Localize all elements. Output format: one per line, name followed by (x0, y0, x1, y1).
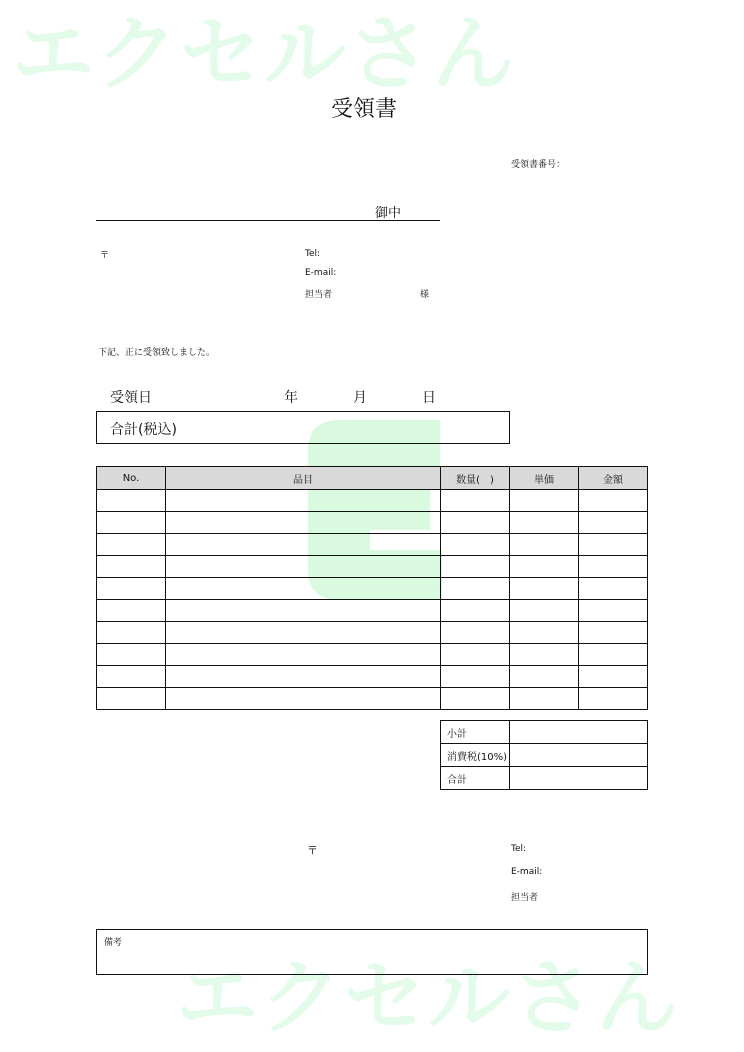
issuer-email-label: E-mail: (511, 867, 543, 877)
cell-amount[interactable] (579, 490, 648, 512)
header-item: 品目 (166, 467, 441, 490)
total-tax-included-label: 合計(税込) (110, 422, 177, 438)
cell-quantity[interactable] (441, 490, 510, 512)
cell-item[interactable] (166, 490, 441, 512)
cell-item[interactable] (166, 556, 441, 578)
summary-row-subtotal (441, 721, 648, 744)
cell-no[interactable] (97, 600, 166, 622)
cell-amount[interactable] (579, 600, 648, 622)
tax-label: 消費税(10%) (441, 744, 510, 767)
cell-quantity[interactable] (441, 622, 510, 644)
cell-item[interactable] (166, 622, 441, 644)
summary-row-total (441, 767, 648, 790)
cell-unit-price[interactable] (510, 512, 579, 534)
header-no: No. (97, 467, 166, 490)
subtotal-label: 小計 (441, 721, 510, 744)
remarks-label: 備考 (104, 938, 123, 948)
received-date-year: 年 (284, 390, 298, 406)
table-row (97, 512, 648, 534)
cell-item[interactable] (166, 600, 441, 622)
cell-item[interactable] (166, 578, 441, 600)
cell-no[interactable] (97, 556, 166, 578)
header-unit-price: 単価 (510, 467, 579, 490)
cell-item[interactable] (166, 534, 441, 556)
document-number-label: 受領書番号： (511, 160, 566, 170)
cell-no[interactable] (97, 534, 166, 556)
cell-quantity[interactable] (441, 688, 510, 710)
table-row (97, 644, 648, 666)
header-amount: 金額 (579, 467, 648, 490)
issuer-postal-mark: 〒 (307, 844, 318, 857)
cell-amount[interactable] (579, 512, 648, 534)
recipient-contact-label: 担当者 (305, 290, 333, 300)
table-row (97, 534, 648, 556)
table-row (97, 490, 648, 512)
cell-item[interactable] (166, 512, 441, 534)
received-date-month: 月 (353, 390, 367, 406)
cell-quantity[interactable] (441, 556, 510, 578)
cell-amount[interactable] (579, 578, 648, 600)
document-title: 受領書 (331, 97, 398, 122)
subtotal-value[interactable] (510, 721, 648, 744)
total-tax-included-box[interactable] (96, 411, 510, 444)
table-row (97, 556, 648, 578)
remarks-box[interactable] (96, 929, 648, 975)
cell-unit-price[interactable] (510, 600, 579, 622)
recipient-tel-label: Tel: (305, 249, 321, 259)
grand-total-label: 合計 (441, 767, 510, 790)
cell-amount[interactable] (579, 622, 648, 644)
table-row (97, 578, 648, 600)
cell-no[interactable] (97, 578, 166, 600)
recipient-postal-mark: 〒 (100, 251, 110, 261)
header-quantity: 数量( ) (441, 467, 510, 490)
received-date-day: 日 (422, 390, 436, 406)
table-row (97, 600, 648, 622)
items-table-header (97, 467, 648, 490)
cell-item[interactable] (166, 666, 441, 688)
summary-row-tax (441, 744, 648, 767)
cell-unit-price[interactable] (510, 622, 579, 644)
recipient-email-label: E-mail: (305, 268, 337, 278)
cell-item[interactable] (166, 688, 441, 710)
cell-item[interactable] (166, 644, 441, 666)
cell-unit-price[interactable] (510, 534, 579, 556)
cell-no[interactable] (97, 490, 166, 512)
cell-no[interactable] (97, 512, 166, 534)
cell-unit-price[interactable] (510, 644, 579, 666)
cell-quantity[interactable] (441, 512, 510, 534)
cell-no[interactable] (97, 644, 166, 666)
summary-table (440, 720, 648, 790)
table-row (97, 622, 648, 644)
grand-total-value[interactable] (510, 767, 648, 790)
tax-value[interactable] (510, 744, 648, 767)
cell-quantity[interactable] (441, 578, 510, 600)
receipt-statement: 下記、正に受領致しました。 (98, 348, 216, 358)
cell-unit-price[interactable] (510, 556, 579, 578)
cell-quantity[interactable] (441, 600, 510, 622)
addressee-line[interactable] (96, 220, 440, 221)
cell-amount[interactable] (579, 666, 648, 688)
cell-amount[interactable] (579, 644, 648, 666)
cell-amount[interactable] (579, 556, 648, 578)
cell-quantity[interactable] (441, 644, 510, 666)
cell-unit-price[interactable] (510, 578, 579, 600)
cell-quantity[interactable] (441, 666, 510, 688)
cell-unit-price[interactable] (510, 490, 579, 512)
watermark-text-top: エクセルさん (12, 7, 517, 102)
cell-amount[interactable] (579, 534, 648, 556)
cell-unit-price[interactable] (510, 688, 579, 710)
watermark-text-bottom: エクセルさん (176, 951, 681, 1046)
issuer-contact-label: 担当者 (511, 893, 539, 903)
table-row (97, 666, 648, 688)
recipient-honorific: 様 (420, 290, 430, 300)
cell-unit-price[interactable] (510, 666, 579, 688)
cell-no[interactable] (97, 688, 166, 710)
cell-quantity[interactable] (441, 534, 510, 556)
cell-amount[interactable] (579, 688, 648, 710)
addressee-suffix: 御中 (375, 206, 402, 221)
received-date-label: 受領日 (110, 390, 152, 406)
issuer-tel-label: Tel: (511, 844, 527, 854)
cell-no[interactable] (97, 622, 166, 644)
table-row (97, 688, 648, 710)
cell-no[interactable] (97, 666, 166, 688)
items-table (96, 466, 648, 710)
